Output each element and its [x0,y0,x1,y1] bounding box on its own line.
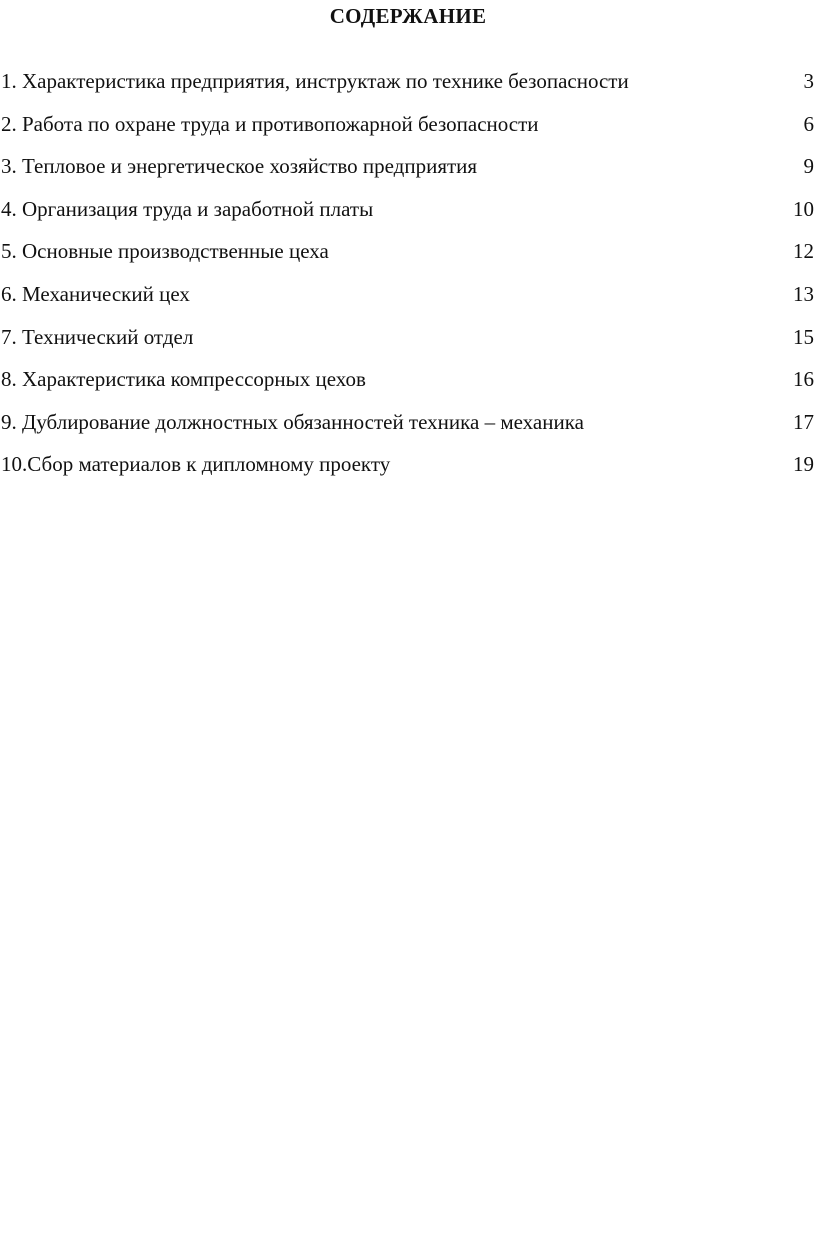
toc-entry-page: 15 [793,324,814,349]
toc-entry-page: 10 [793,196,814,221]
toc-entry-text: 1. Характеристика предприятия, инструктаж по технике безопасности [1,69,629,93]
toc-entry-page: 12 [793,239,814,264]
toc-entry-text: 3. Тепловое и энергетическое хозяйство предприятия [1,154,478,179]
toc-entry-text: 7. Технический отдел [1,324,194,349]
toc-entry [0,279,816,322]
toc-entry-text: 5. Основные производственные цеха [1,239,329,264]
toc-entry [0,151,816,194]
toc-title: СОДЕРЖАНИЕ [329,4,487,28]
toc-entry-text: 2. Работа по охране труда и противопожарной безопасности [1,111,539,136]
toc-entry-text: 8. Характеристика компрессорных цехов [1,367,366,392]
toc-entry-text: 4. Организация труда и заработной платы [1,196,374,221]
toc-entry [0,194,816,237]
toc-entry [0,407,816,450]
toc-entry [0,66,816,109]
toc-entry-page: 16 [793,367,814,392]
toc-entry-text: 9. Дублирование должностных обязанностей техника – механика [1,409,584,434]
toc-entry-page: 9 [803,154,814,179]
toc-entry [0,109,816,152]
toc-entry [0,364,816,407]
toc-entry-text: 6. Механический цех [1,281,190,306]
toc-entry-page: 19 [793,452,814,477]
table-of-contents [0,66,816,492]
toc-entry [0,449,816,492]
toc-entry-page: 3 [803,69,814,93]
toc-entry [0,236,816,279]
toc-entry [0,322,816,365]
toc-entry-text: 10.Сбор материалов к дипломному проекту [1,452,391,477]
toc-entry-page: 6 [803,111,814,136]
toc-entry-page: 13 [793,281,814,306]
toc-entry-page: 17 [793,409,814,434]
